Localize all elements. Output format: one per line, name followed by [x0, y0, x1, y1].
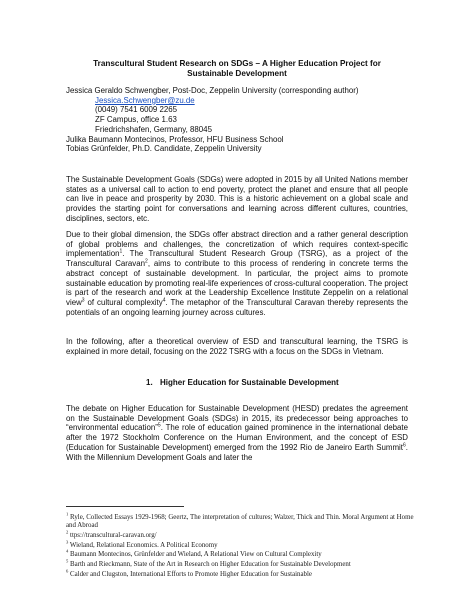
section-heading — [66, 378, 408, 388]
footnote-number: 1 — [66, 511, 69, 517]
footnote-number: 4 — [66, 549, 69, 555]
footnote-ref[interactable]: 4 — [162, 297, 166, 304]
footnote-ref[interactable]: 6 — [403, 442, 406, 449]
footnote-number: 5 — [66, 558, 69, 564]
footnotes — [66, 511, 416, 580]
footnote-text: Ryle, Collected Essays 1929-1968; Geertz, The interpretation of cultures; Walzer, Thick and Thin. Moral Argument at Home and Abroad — [66, 514, 414, 530]
footnote — [66, 551, 416, 559]
footnote — [66, 568, 416, 579]
paper-title-line: Transcultural Student Research on SDGs – A Higher Education Project for — [93, 59, 381, 68]
paper-title-line: Sustainable Development — [187, 69, 287, 78]
footnote-text: Wieland, Relational Economics. A Political Economy — [69, 541, 218, 549]
footnote-ref[interactable]: 1 — [119, 248, 123, 255]
footnote-ref[interactable]: 3 — [81, 297, 85, 304]
author-line: Jessica Geraldo Schwengber, Post-Doc, Zeppelin University (corresponding author) — [66, 86, 359, 95]
email-link[interactable]: Jessica.Schwengber@zu.de — [95, 95, 195, 105]
footnote-ref[interactable]: 2 — [145, 258, 148, 265]
footnote-text: Baumann Montecinos, Grünfelder and Wieland, A Relational View on Cultural Complexity — [70, 551, 322, 559]
city-address: Friedrichshafen, Germany, 88045 — [95, 124, 212, 134]
paragraph-text: Due to their global dimension, the SDGs offer abstract direction and a rather general description of global problems and challenges, the concretization of which requires context-specific implementation — [66, 230, 408, 259]
author-block — [66, 86, 416, 154]
paragraph-text: . The role of education gained prominence in the international debate after the 1972 Stockholm Conference on the Human Environment, and the concept of ESD (Education for Sustainable Development) emerged from the 1992 Rio de Janeiro Earth Summit — [66, 423, 409, 452]
footnote-ref[interactable]: 5 — [157, 422, 161, 429]
footnote — [66, 529, 416, 540]
paragraph-hesd — [66, 404, 408, 462]
author-line: Tobias Grünfelder, Ph.D. Candidate, Zeppelin University — [66, 144, 262, 154]
footnote — [66, 539, 416, 550]
footnote-number: 6 — [66, 568, 69, 574]
paragraph-tsrg — [66, 230, 408, 317]
footnote — [66, 558, 416, 569]
paragraph-text: of cultural complexity — [84, 297, 163, 307]
paragraph-intro: The Sustainable Development Goals (SDGs) were adopted in 2015 by all United Nations member states as a universal call to action to end poverty, protect the planet and ensure that all people can live in peace and prosperity by 2030. This is a historic achievement on a global scale and provides the starting point for conversations and learning across different cultures, countries, disciplines, sectors, etc. — [66, 175, 408, 223]
section-number: 1. — [146, 378, 153, 387]
office-address: ZF Campus, office 1.63 — [95, 115, 177, 125]
footnote-text: Calder and Clugston, International Efforts to Promote Higher Education for Sustainable — [70, 570, 312, 578]
paragraph-text: . The metaphor of the Transcultural Caravan thereby represents the potentials of an ongoing learning journey across cultures. — [66, 297, 408, 317]
footnote-text[interactable]: ttps://transcultural-caravan.org/ — [70, 531, 157, 539]
footnote-number: 2 — [66, 529, 69, 535]
author-line: Julika Baumann Montecinos, Professor, HFU Business School — [66, 134, 284, 144]
paper-title — [66, 59, 408, 79]
footnote — [66, 511, 416, 531]
phone-number: (0049) 7541 6009 2265 — [95, 105, 178, 115]
footnote-divider — [66, 506, 184, 507]
paragraph-overview: In the following, after a theoretical overview of ESD and transcultural learning, the TSRG is explained in more detail, focusing on the 2022 TSRG with a focus on the SDGs in Vietnam. — [66, 337, 408, 356]
paragraph-text: , aims to contribute to this process of rendering in concrete terms the abstract concept of sustainable development. In particular, the project aims to promote sustainable education by promoting real-life experiences of cross-cultural cooperation. The project is part of the research and work at the Leadership Excellence Institute Zeppelin on a relational view — [66, 259, 408, 307]
paragraph-text: . With the Millennium Development Goals and later the — [66, 442, 408, 462]
section-title: Higher Education for Sustainable Development — [160, 378, 339, 387]
paragraph-text: The debate on Higher Education for Sustainable Development (HESD) predates the agreement on the Sustainable Development Goals (SDGs) in 2015, its predecessor being approaches to “environmental education” — [66, 404, 408, 433]
paragraph-text: . The Transcultural Student Research Group (TSRG), as a project of the Transcultural Caravan — [66, 249, 408, 269]
footnote-number: 3 — [66, 539, 69, 545]
footnote-text: Barth and Rieckmann, State of the Art in Research on Higher Education for Sustainable Development — [70, 561, 351, 569]
